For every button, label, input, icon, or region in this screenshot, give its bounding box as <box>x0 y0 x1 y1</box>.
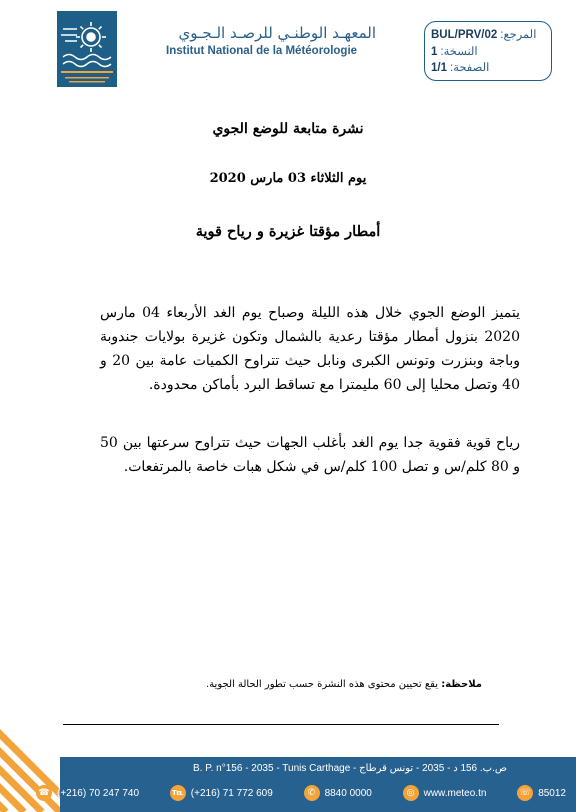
bulletin-subtitle: أمطار مؤقتا غزيرة و رياح قوية <box>195 223 381 240</box>
bulletin-note <box>150 679 482 690</box>
divider-line <box>63 724 499 725</box>
service-icon: ☏ <box>517 785 533 801</box>
web-icon: ◎ <box>403 785 419 801</box>
contact-phone <box>36 785 139 801</box>
institute-name-arabic: المعهـد الوطنـي للرصـد الـجـوي <box>178 24 376 42</box>
reference-code <box>431 27 543 44</box>
reference-code-value: BUL/PRV/02 <box>431 29 498 41</box>
note-label: ملاحظة: <box>441 679 482 690</box>
reference-page-label: الصفحة: <box>450 62 490 74</box>
reference-code-label: المرجع: <box>500 29 537 41</box>
note-text: يقع تحيين محتوى هذه النشرة حسب تطور الحالة الجوية. <box>206 679 439 690</box>
contact-fax-text: (+216) 71 772 609 <box>190 787 273 799</box>
contact-green-number-text: 8840 0000 <box>324 787 372 799</box>
forecast-paragraph-wind: رياح قوية فقوية جدا يوم الغد بأغلب الجهات حيث تتراوح سرعتها بين 50 و 80 كلم/س و تصل 100 كلم/س في شكل هبات خاصة بالمرتفعات. <box>100 435 520 475</box>
reference-page-value: 1/1 <box>431 62 447 74</box>
phone-icon: ☎ <box>36 785 52 801</box>
footer-address: B. P. n°156 - 2035 - Tunis Carthage - ص.ب. 156 د - 2035 - تونس قرطاج <box>193 763 507 774</box>
contact-phone-text: (+216) 70 247 740 <box>57 787 140 799</box>
institute-logo <box>57 11 117 87</box>
contact-service <box>517 785 566 801</box>
bulletin-title: نشرة متابعة للوضع الجوي <box>212 121 364 137</box>
footer-contacts <box>36 783 566 803</box>
reference-box <box>424 21 552 81</box>
fax-icon: ℡ <box>170 785 186 801</box>
bulletin-date: يوم الثلاثاء 03 مارس 2020 <box>209 171 367 186</box>
forecast-paragraph-rain: يتميز الوضع الجوي خلال هذه الليلة وصباح يوم الغد الأربعاء 04 مارس 2020 بنزول أمطار مؤقتا رعدية بالشمال وتكون غزيرة بولايات جندوبة وباجة وبنزرت وتونس الكبرى ونابل حيث تتراوح الكميات عامة بين 20 و 40 وتصل محليا إلى 60 مليمترا مع تساقط البرد بأماكن محدودة. <box>100 305 520 393</box>
institute-name-french: Institut National de la Météorologie <box>166 45 358 57</box>
reference-page <box>431 60 543 77</box>
contact-fax <box>170 785 273 801</box>
reference-version-value: 1 <box>431 45 438 58</box>
contact-website-text: www.meteo.tn <box>423 787 487 799</box>
green-number-icon: ✆ <box>304 785 320 801</box>
reference-version-label: النسخة: <box>440 45 478 58</box>
contact-service-text: 85012 <box>538 787 566 799</box>
contact-green-number <box>304 785 372 801</box>
contact-website <box>403 785 487 801</box>
reference-version <box>431 44 543 61</box>
